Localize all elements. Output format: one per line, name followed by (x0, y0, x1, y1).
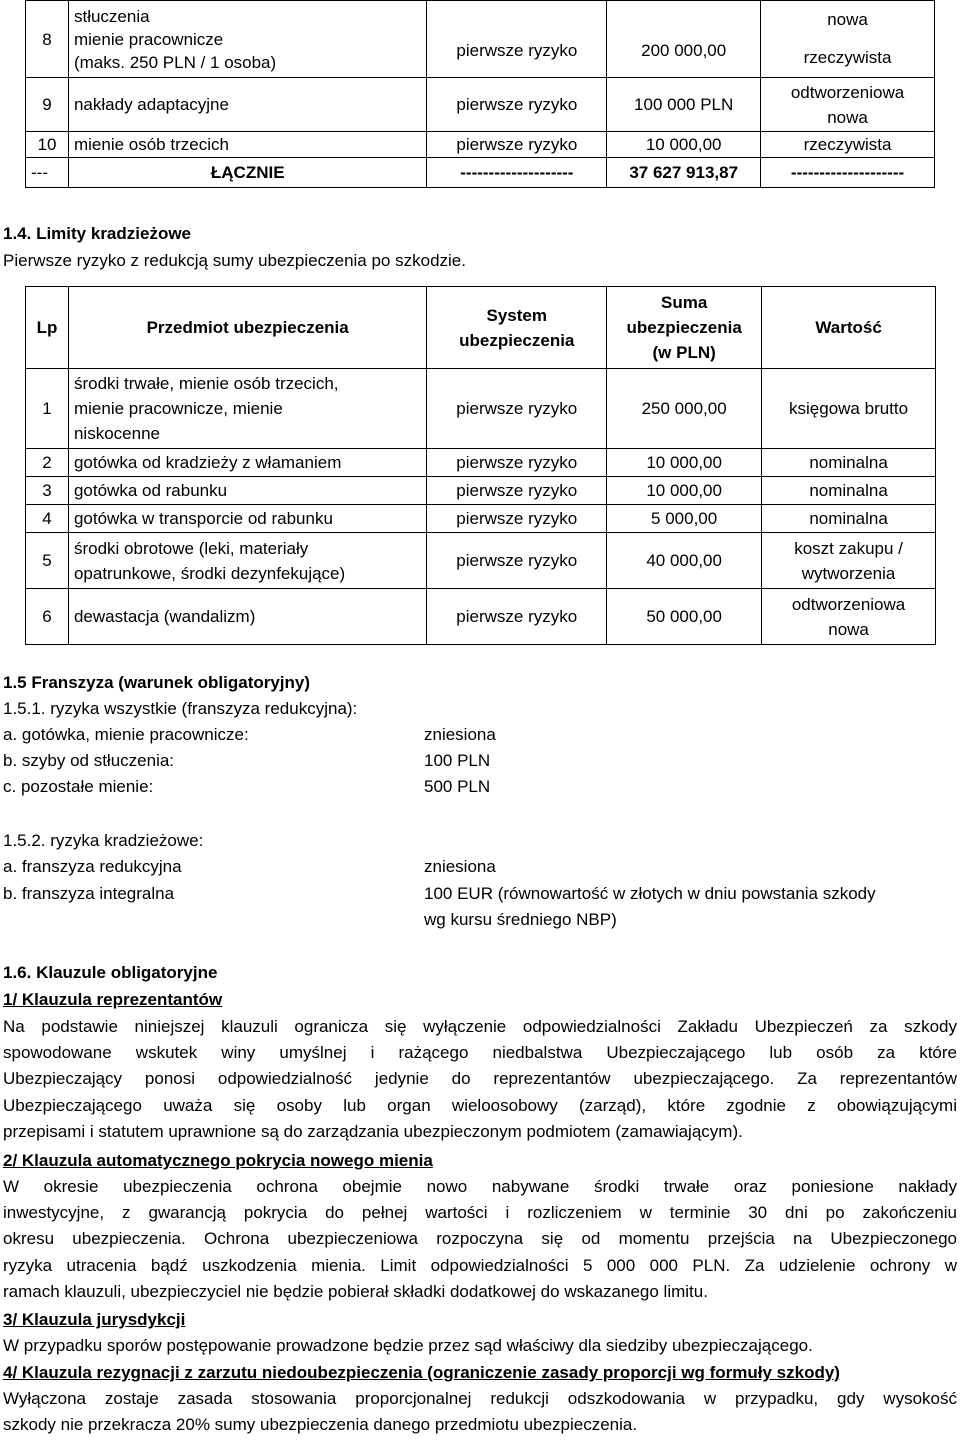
value-line: nowa (827, 107, 868, 127)
item-line: środki obrotowe (leki, materiały (73, 538, 309, 558)
item-cell: nakłady adaptacyjne (68, 78, 427, 132)
value-line: nowa (827, 10, 868, 29)
item-cell: mienie osób trzecich (68, 132, 427, 158)
table-row (26, 477, 936, 505)
value-line: rzeczywista (803, 48, 892, 67)
item-cell: dewastacja (wandalizm) (68, 589, 426, 645)
amount-cell: 40 000,00 (607, 533, 762, 589)
franchise-subheading-1: 1.5.1. ryzyka wszystkie (franszyza redukcyjna): (3, 699, 358, 718)
system-cell: pierwsze ryzyko (427, 369, 607, 449)
amount-cell: 10 000,00 (607, 449, 762, 477)
value-cell (762, 589, 936, 645)
franchise-label: a. gotówka, mienie pracownicze: (3, 725, 249, 744)
value-line: odtworzeniowa (790, 82, 905, 102)
table-row (26, 1, 935, 78)
value-line: nowa (828, 619, 869, 639)
header-line: ubezpieczenia (459, 330, 575, 350)
franchise-label: c. pozostałe mienie: (3, 777, 154, 796)
value-cell (762, 533, 936, 589)
value-cell: rzeczywista (761, 132, 935, 158)
amount-cell (607, 1, 761, 78)
clause-title: 2/ Klauzula automatycznego pokrycia nowego mienia (3, 1151, 433, 1170)
value-cell (761, 1, 935, 78)
table-row (26, 589, 936, 645)
clause-line: Na podstawie niniejszej klauzuli ogranicza się wyłączenie odpowiedzialności Zakładu Ubezpieczeń za szkody (3, 1017, 957, 1036)
clause-line: ramach klauzuli, ubezpieczyciel nie będzie pobierał składki dodatkowej do wskazanego limitu. (3, 1281, 708, 1301)
franchise-value: 500 PLN (424, 777, 491, 796)
item-cell: gotówka od rabunku (68, 477, 426, 505)
clause-line: W przypadku sporów postępowanie prowadzone będzie przez sąd właściwy dla siedziby ubezpieczającego. (3, 1336, 813, 1355)
table-header-row (26, 287, 936, 369)
franchise-value: zniesiona (424, 725, 496, 744)
item-cell: gotówka od kradzieży z włamaniem (68, 449, 426, 477)
amount-cell: 250 000,00 (607, 369, 762, 449)
value-line: wytworzenia (801, 563, 896, 583)
amount-text: 200 000,00 (641, 40, 727, 60)
franchise-value: 100 PLN (424, 751, 491, 770)
value-cell: księgowa brutto (762, 369, 936, 449)
item-cell: gotówka w transporcie od rabunku (68, 505, 426, 533)
header-system (427, 287, 607, 369)
value-cell (761, 78, 935, 132)
total-lp: --- (26, 158, 69, 188)
header-line: ubezpieczenia (626, 318, 742, 337)
section-subtitle-limits: Pierwsze ryzyko z redukcją sumy ubezpieczenia po szkodzie. (3, 251, 466, 270)
clause-line: okresu ubezpieczenia. Ochrona ubezpieczeniowa rozpoczyna się od momentu przejścia na Ubezpieczonego (3, 1229, 957, 1249)
clause-line: ryzyka utracenia bądź uszkodzenia mienia. Limit odpowiedzialności 5 000 000 PLN. Za udzielenie ochrony w (3, 1255, 957, 1275)
row-number: 8 (26, 1, 69, 78)
clause-paragraph (3, 1174, 957, 1305)
clause-line: Ubezpieczający ponosi odpowiedzialność jedynie do reprezentantów ubezpieczającego. Za reprezentantów (3, 1069, 957, 1089)
header-sum (607, 287, 762, 369)
item-line: stłuczenia (73, 6, 150, 26)
system-cell: pierwsze ryzyko (427, 477, 607, 505)
coverage-table (25, 0, 935, 188)
row-number: 4 (26, 505, 69, 533)
clause-line: przepisami i statutem uprawnione są do zarządzania ubezpieczonym podmiotem (zamawiającym). (3, 1121, 743, 1141)
item-cell (68, 533, 426, 589)
amount-cell: 10 000,00 (607, 132, 761, 158)
total-amount: 37 627 913,87 (607, 158, 761, 188)
clause-title: 4/ Klauzula rezygnacji z zarzutu niedoubezpieczenia (ograniczenie zasady proporcji wg formuły szkody) (3, 1363, 840, 1382)
table-row (26, 449, 936, 477)
section-heading-franchise: 1.5 Franszyza (warunek obligatoryjny) (3, 673, 311, 692)
total-value: -------------------- (761, 158, 935, 188)
item-cell (68, 369, 426, 449)
item-cell (68, 1, 427, 78)
value-cell: nominalna (762, 505, 936, 533)
value-cell: nominalna (762, 449, 936, 477)
header-value: Wartość (762, 287, 936, 369)
system-cell: pierwsze ryzyko (427, 132, 607, 158)
value-cell: nominalna (762, 477, 936, 505)
table-row (26, 533, 936, 589)
clause-line: inwestycyjne, z gwarancją pokrycia do pełnej wartości i rozliczeniem w terminie 30 dni po zakończeniu (3, 1203, 957, 1223)
value-line: koszt zakupu / (794, 538, 903, 558)
franchise-value: wg kursu średniego NBP) (424, 910, 617, 929)
header-item: Przedmiot ubezpieczenia (68, 287, 426, 369)
amount-cell: 100 000 PLN (607, 78, 761, 132)
item-line: mienie pracownicze, mienie (73, 399, 283, 418)
section-heading-limits: 1.4. Limity kradzieżowe (3, 224, 192, 243)
item-line: opatrunkowe, środki dezynfekujące) (73, 563, 346, 583)
table-row (26, 369, 936, 449)
amount-cell: 5 000,00 (607, 505, 762, 533)
clause-line: spowodowane wskutek winy umyślnej i rażącego niedbalstwa Ubezpieczającego lub osób za które (3, 1043, 957, 1063)
system-text: pierwsze ryzyko (456, 40, 578, 60)
table-row (26, 78, 935, 132)
row-number: 3 (26, 477, 69, 505)
value-line: odtworzeniowa (791, 594, 906, 614)
clause-title: 3/ Klauzula jurysdykcji (3, 1310, 186, 1329)
row-number: 9 (26, 78, 69, 132)
row-number: 5 (26, 533, 69, 589)
clause-line: Wyłączona zostaje zasada stosowania proporcjonalnej redukcji odszkodowania w przypadku, gdy wysokość (3, 1389, 957, 1408)
item-line: mienie pracownicze (73, 29, 224, 49)
total-label: ŁĄCZNIE (68, 158, 427, 188)
clause-paragraph (3, 1386, 957, 1438)
header-line: (w PLN) (652, 343, 716, 362)
clause-line: W okresie ubezpieczenia ochrona obejmie nowo nabywane środki trwałe oraz poniesione nakłady (3, 1177, 957, 1196)
system-cell: pierwsze ryzyko (427, 505, 607, 533)
total-system: -------------------- (427, 158, 607, 188)
amount-cell: 10 000,00 (607, 477, 762, 505)
table-row (26, 132, 935, 158)
table-row (26, 505, 936, 533)
header-lp: Lp (26, 287, 69, 369)
header-line: System (486, 305, 547, 325)
total-row (26, 158, 935, 188)
franchise-label: a. franszyza redukcyjna (3, 857, 182, 876)
system-cell: pierwsze ryzyko (427, 449, 607, 477)
item-line: środki trwałe, mienie osób trzecich, (73, 374, 339, 393)
system-cell: pierwsze ryzyko (427, 533, 607, 589)
franchise-subheading-2: 1.5.2. ryzyka kradzieżowe: (3, 831, 204, 850)
clause-paragraph (3, 1014, 957, 1145)
system-cell: pierwsze ryzyko (427, 78, 607, 132)
row-number: 2 (26, 449, 69, 477)
item-line: (maks. 250 PLN / 1 osoba) (73, 52, 277, 72)
system-cell: pierwsze ryzyko (427, 589, 607, 645)
row-number: 1 (26, 369, 69, 449)
clause-title: 1/ Klauzula reprezentantów (3, 990, 223, 1009)
section-heading-clauses: 1.6. Klauzule obligatoryjne (3, 963, 218, 982)
clause-line: Ubezpieczającego uważa się osoby lub organ wieloosobowy (zarząd), które zgodnie z obowiązującymi (3, 1095, 957, 1115)
limits-table (25, 286, 936, 645)
franchise-value: zniesiona (424, 857, 496, 876)
franchise-label: b. szyby od stłuczenia: (3, 751, 175, 770)
system-cell (427, 1, 607, 78)
amount-cell: 50 000,00 (607, 589, 762, 645)
franchise-value: 100 EUR (równowartość w złotych w dniu powstania szkody (424, 884, 876, 903)
clause-line: szkody nie przekracza 20% sumy ubezpieczenia danego przedmiotu ubezpieczenia. (3, 1415, 638, 1435)
franchise-label: b. franszyza integralna (3, 884, 175, 903)
header-line: Suma (661, 293, 708, 312)
item-line: niskocenne (73, 424, 160, 443)
row-number: 10 (26, 132, 69, 158)
row-number: 6 (26, 589, 69, 645)
